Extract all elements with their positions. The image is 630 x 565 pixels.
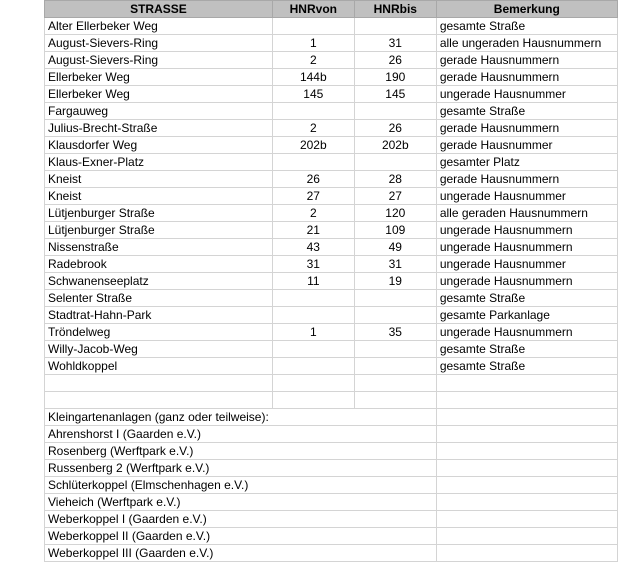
empty-cell[interactable] — [272, 409, 354, 426]
empty-cell[interactable] — [354, 511, 436, 528]
table-row — [45, 69, 618, 86]
table-row — [45, 307, 618, 324]
cell-bemerkung[interactable]: ungerade Hausnummern — [436, 324, 617, 341]
empty-cell[interactable] — [354, 426, 436, 443]
empty-row — [45, 392, 618, 409]
cell-strasse[interactable]: Radebrook — [45, 256, 273, 273]
empty-cell[interactable] — [436, 409, 617, 426]
table-row — [45, 188, 618, 205]
cell-hnrvon[interactable]: 21 — [272, 222, 354, 239]
kleingarten-item[interactable]: Ahrenshorst I (Gaarden e.V.) — [45, 426, 273, 443]
cell-hnrvon[interactable]: 27 — [272, 188, 354, 205]
cell-strasse[interactable]: Julius-Brecht-Straße — [45, 120, 273, 137]
kleingarten-item[interactable]: Weberkoppel I (Gaarden e.V.) — [45, 511, 273, 528]
empty-cell[interactable] — [272, 511, 354, 528]
cell-hnrbis[interactable]: 49 — [354, 239, 436, 256]
table-row — [45, 477, 618, 494]
empty-cell[interactable] — [436, 392, 617, 409]
cell-bemerkung[interactable]: gesamter Platz — [436, 154, 617, 171]
empty-cell[interactable] — [436, 375, 617, 392]
empty-cell[interactable] — [354, 392, 436, 409]
cell-hnrbis[interactable] — [354, 307, 436, 324]
cell-hnrvon[interactable] — [272, 154, 354, 171]
cell-bemerkung[interactable]: gesamte Straße — [436, 358, 617, 375]
cell-hnrbis[interactable]: 28 — [354, 171, 436, 188]
kleingarten-item[interactable]: Vieheich (Werftpark e.V.) — [45, 494, 273, 511]
cell-strasse[interactable]: Klaus-Exner-Platz — [45, 154, 273, 171]
cell-strasse[interactable]: Wohldkoppel — [45, 358, 273, 375]
cell-hnrbis[interactable] — [354, 103, 436, 120]
cell-hnrbis[interactable]: 120 — [354, 205, 436, 222]
cell-bemerkung[interactable]: gerade Hausnummern — [436, 120, 617, 137]
table-row — [45, 341, 618, 358]
table-row — [45, 103, 618, 120]
empty-cell[interactable] — [272, 443, 354, 460]
kleingarten-item[interactable]: Weberkoppel III (Gaarden e.V.) — [45, 545, 273, 562]
cell-strasse[interactable]: August-Sievers-Ring — [45, 52, 273, 69]
empty-cell[interactable] — [436, 426, 617, 443]
cell-hnrvon[interactable] — [272, 341, 354, 358]
cell-bemerkung[interactable]: gerade Hausnummern — [436, 171, 617, 188]
header-hnrbis[interactable]: HNRbis — [354, 1, 436, 18]
cell-hnrvon[interactable]: 202b — [272, 137, 354, 154]
table-row — [45, 239, 618, 256]
cell-bemerkung[interactable]: ungerade Hausnummern — [436, 222, 617, 239]
cell-strasse[interactable]: Ellerbeker Weg — [45, 69, 273, 86]
kleingarten-heading[interactable]: Kleingartenanlagen (ganz oder teilweise): — [45, 409, 273, 426]
cell-hnrvon[interactable]: 1 — [272, 35, 354, 52]
table-row — [45, 290, 618, 307]
table-row — [45, 52, 618, 69]
table-row — [45, 205, 618, 222]
empty-cell[interactable] — [272, 545, 354, 562]
cell-hnrvon[interactable]: 2 — [272, 205, 354, 222]
cell-bemerkung[interactable]: gerade Hausnummer — [436, 137, 617, 154]
cell-hnrvon[interactable]: 43 — [272, 239, 354, 256]
empty-row — [45, 375, 618, 392]
cell-hnrvon[interactable]: 145 — [272, 86, 354, 103]
empty-cell[interactable] — [272, 426, 354, 443]
empty-cell[interactable] — [436, 528, 617, 545]
cell-strasse[interactable]: Tröndelweg — [45, 324, 273, 341]
cell-hnrvon[interactable]: 2 — [272, 52, 354, 69]
cell-bemerkung[interactable]: gesamte Straße — [436, 341, 617, 358]
table-row — [45, 273, 618, 290]
table-row — [45, 358, 618, 375]
cell-bemerkung[interactable]: alle ungeraden Hausnummern — [436, 35, 617, 52]
cell-bemerkung[interactable]: gesamte Parkanlage — [436, 307, 617, 324]
empty-cell[interactable] — [354, 494, 436, 511]
cell-hnrbis[interactable]: 145 — [354, 86, 436, 103]
cell-hnrbis[interactable] — [354, 290, 436, 307]
table-row — [45, 426, 618, 443]
kleingarten-item[interactable]: Rosenberg (Werftpark e.V.) — [45, 443, 273, 460]
empty-cell[interactable] — [354, 477, 436, 494]
cell-hnrvon[interactable]: 144b — [272, 69, 354, 86]
cell-bemerkung[interactable]: ungerade Hausnummern — [436, 239, 617, 256]
cell-bemerkung[interactable]: gesamte Straße — [436, 290, 617, 307]
cell-hnrvon[interactable] — [272, 290, 354, 307]
cell-hnrvon[interactable] — [272, 18, 354, 35]
cell-hnrbis[interactable]: 31 — [354, 256, 436, 273]
empty-cell[interactable] — [436, 545, 617, 562]
table-row — [45, 443, 618, 460]
cell-strasse[interactable]: Stadtrat-Hahn-Park — [45, 307, 273, 324]
cell-bemerkung[interactable]: gesamte Straße — [436, 103, 617, 120]
table-row — [45, 494, 618, 511]
kleingarten-item[interactable]: Weberkoppel II (Gaarden e.V.) — [45, 528, 273, 545]
table-row — [45, 86, 618, 103]
cell-strasse[interactable]: August-Sievers-Ring — [45, 35, 273, 52]
cell-strasse[interactable]: Ellerbeker Weg — [45, 86, 273, 103]
cell-hnrbis[interactable]: 190 — [354, 69, 436, 86]
empty-cell[interactable] — [45, 375, 273, 392]
empty-cell[interactable] — [354, 545, 436, 562]
table-row — [45, 545, 618, 562]
cell-bemerkung[interactable]: ungerade Hausnummern — [436, 273, 617, 290]
table-row — [45, 409, 618, 426]
empty-cell[interactable] — [354, 375, 436, 392]
table-row — [45, 256, 618, 273]
table-row — [45, 18, 618, 35]
cell-hnrbis[interactable]: 27 — [354, 188, 436, 205]
empty-cell[interactable] — [436, 460, 617, 477]
empty-cell[interactable] — [354, 460, 436, 477]
empty-cell[interactable] — [436, 477, 617, 494]
header-strasse[interactable]: STRASSE — [45, 1, 273, 18]
kleingarten-item[interactable]: Russenberg 2 (Werftpark e.V.) — [45, 460, 273, 477]
empty-cell[interactable] — [272, 494, 354, 511]
cell-hnrvon[interactable] — [272, 307, 354, 324]
cell-bemerkung[interactable]: gerade Hausnummern — [436, 69, 617, 86]
cell-hnrvon[interactable]: 2 — [272, 120, 354, 137]
cell-hnrbis[interactable] — [354, 358, 436, 375]
cell-hnrbis[interactable]: 202b — [354, 137, 436, 154]
cell-strasse[interactable]: Schwanenseeplatz — [45, 273, 273, 290]
cell-hnrbis[interactable]: 26 — [354, 52, 436, 69]
cell-strasse[interactable]: Selenter Straße — [45, 290, 273, 307]
cell-hnrbis[interactable]: 19 — [354, 273, 436, 290]
empty-cell[interactable] — [272, 392, 354, 409]
cell-bemerkung[interactable]: gesamte Straße — [436, 18, 617, 35]
cell-hnrbis[interactable]: 109 — [354, 222, 436, 239]
cell-bemerkung[interactable]: ungerade Hausnummer — [436, 86, 617, 103]
cell-strasse[interactable]: Fargauweg — [45, 103, 273, 120]
cell-strasse[interactable]: Klausdorfer Weg — [45, 137, 273, 154]
cell-hnrbis[interactable]: 35 — [354, 324, 436, 341]
empty-cell[interactable] — [272, 477, 354, 494]
table-row — [45, 171, 618, 188]
empty-cell[interactable] — [436, 443, 617, 460]
empty-cell[interactable] — [272, 460, 354, 477]
cell-strasse[interactable]: Kneist — [45, 188, 273, 205]
cell-hnrbis[interactable] — [354, 341, 436, 358]
cell-hnrvon[interactable] — [272, 358, 354, 375]
cell-hnrvon[interactable]: 1 — [272, 324, 354, 341]
street-table — [44, 0, 618, 562]
empty-cell[interactable] — [436, 494, 617, 511]
empty-cell[interactable] — [354, 409, 436, 426]
empty-cell[interactable] — [45, 392, 273, 409]
header-row — [45, 1, 618, 18]
cell-bemerkung[interactable]: ungerade Hausnummer — [436, 256, 617, 273]
table-row — [45, 324, 618, 341]
table-row — [45, 222, 618, 239]
cell-hnrvon[interactable] — [272, 103, 354, 120]
cell-hnrvon[interactable]: 11 — [272, 273, 354, 290]
cell-strasse[interactable]: Willy-Jacob-Weg — [45, 341, 273, 358]
empty-cell[interactable] — [272, 375, 354, 392]
table-row — [45, 137, 618, 154]
cell-hnrvon[interactable]: 31 — [272, 256, 354, 273]
empty-cell[interactable] — [354, 528, 436, 545]
header-hnrvon[interactable]: HNRvon — [272, 1, 354, 18]
cell-hnrbis[interactable] — [354, 154, 436, 171]
cell-strasse[interactable]: Alter Ellerbeker Weg — [45, 18, 273, 35]
cell-bemerkung[interactable]: gerade Hausnummern — [436, 52, 617, 69]
empty-cell[interactable] — [436, 511, 617, 528]
cell-strasse[interactable]: Lütjenburger Straße — [45, 205, 273, 222]
cell-hnrbis[interactable]: 26 — [354, 120, 436, 137]
empty-cell[interactable] — [272, 528, 354, 545]
table-row — [45, 511, 618, 528]
cell-strasse[interactable]: Lütjenburger Straße — [45, 222, 273, 239]
table-row — [45, 460, 618, 477]
cell-hnrbis[interactable] — [354, 18, 436, 35]
header-bemerkung[interactable]: Bemerkung — [436, 1, 617, 18]
cell-strasse[interactable]: Nissenstraße — [45, 239, 273, 256]
empty-cell[interactable] — [354, 443, 436, 460]
table-row — [45, 35, 618, 52]
table-row — [45, 120, 618, 137]
cell-hnrbis[interactable]: 31 — [354, 35, 436, 52]
table-row — [45, 154, 618, 171]
cell-strasse[interactable]: Kneist — [45, 171, 273, 188]
cell-hnrvon[interactable]: 26 — [272, 171, 354, 188]
table-row — [45, 528, 618, 545]
kleingarten-item[interactable]: Schlüterkoppel (Elmschenhagen e.V.) — [45, 477, 273, 494]
cell-bemerkung[interactable]: alle geraden Hausnummern — [436, 205, 617, 222]
cell-bemerkung[interactable]: ungerade Hausnummer — [436, 188, 617, 205]
